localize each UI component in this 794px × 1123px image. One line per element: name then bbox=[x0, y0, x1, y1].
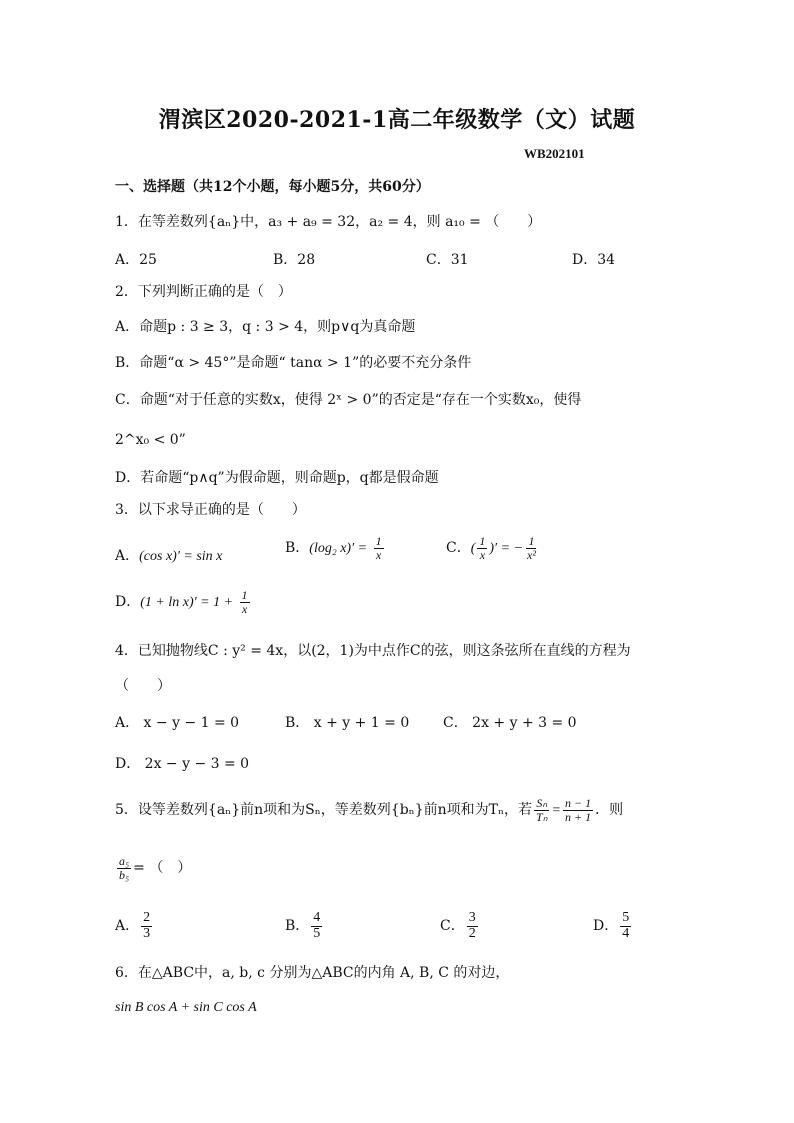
stem-text: 5．设等差数列{aₙ}前n项和为Sₙ，等差数列{bₙ}前n项和为Tₙ，若 bbox=[115, 802, 533, 819]
denominator: b₅ bbox=[119, 867, 130, 882]
fraction bbox=[477, 535, 487, 561]
question-4-option-c: C． 2x + y + 3 = 0 bbox=[443, 715, 577, 731]
fraction bbox=[240, 589, 250, 615]
question-6-expression: sin B cos A + sin C cos A bbox=[115, 1000, 257, 1015]
denominator: x bbox=[241, 601, 248, 616]
denominator: n + 1 bbox=[564, 809, 592, 824]
option-label: D． bbox=[593, 918, 619, 935]
fraction bbox=[620, 911, 631, 941]
question-3-stem: 3．以下求导正确的是（ ） bbox=[115, 502, 306, 518]
fraction bbox=[467, 911, 478, 941]
question-4-stem: 4．已知抛物线C : y² = 4x，以(2，1)为中点作C的弦，则这条弦所在直线的方程为 bbox=[115, 643, 631, 659]
denominator: 4 bbox=[622, 925, 630, 941]
fraction bbox=[311, 911, 322, 941]
fraction bbox=[563, 797, 593, 823]
option-label: A． bbox=[115, 548, 140, 564]
numerator: 1 bbox=[241, 588, 248, 602]
question-6-stem: 6．在△ABC中，a, b, c 分别为△ABC的内角 A, B, C 的对边， bbox=[115, 965, 510, 981]
option-label: B． bbox=[285, 540, 310, 557]
denominator: Tₙ bbox=[536, 809, 548, 824]
question-4-option-b: B． x + y + 1 = 0 bbox=[285, 715, 410, 731]
question-2-option-d: D．若命题“p∧q”为假命题，则命题p，q都是假命题 bbox=[115, 470, 439, 486]
fraction bbox=[117, 855, 131, 881]
question-1-option-c: C．31 bbox=[426, 252, 469, 268]
numerator: 4 bbox=[313, 910, 321, 925]
paren: ( bbox=[470, 541, 476, 557]
question-3-option-d bbox=[115, 589, 252, 615]
numerator: 1 bbox=[375, 534, 382, 548]
question-1-option-d: D．34 bbox=[572, 252, 616, 268]
question-2-stem: 2．下列判断正确的是（ ） bbox=[115, 284, 292, 300]
question-4-paren: （ ） bbox=[115, 678, 171, 694]
denominator: 5 bbox=[313, 925, 321, 941]
question-1-stem: 1．在等差数列{aₙ}中，a₃ + a₉ = 32，a₂ = 4，则 a₁₀ = （ ） bbox=[115, 214, 542, 230]
question-2-option-c-line1: C．命题“对于任意的实数x，使得 2ˣ > 0”的否定是“存在一个实数x₀，使得 bbox=[115, 392, 582, 408]
question-5-stem bbox=[115, 797, 623, 823]
exam-code: WB202101 bbox=[524, 146, 585, 161]
question-5-option-b bbox=[285, 911, 324, 941]
question-5-ratio bbox=[115, 855, 191, 881]
formula: (cos x)′ = sin x bbox=[139, 549, 223, 564]
denominator: x bbox=[375, 547, 382, 562]
formula: (log₂ x)′ = bbox=[309, 541, 368, 557]
question-5-option-d bbox=[593, 911, 633, 941]
section-heading-choice: 一、选择题（共12个小题，每小题5分，共60分） bbox=[115, 179, 430, 195]
option-label: C． bbox=[440, 918, 465, 935]
numerator: a₅ bbox=[119, 854, 130, 868]
question-2-option-a: A．命题p : 3 ≥ 3，q : 3 > 4，则p∨q为真命题 bbox=[115, 319, 416, 335]
question-2-option-c-line2: 2^x₀ < 0” bbox=[115, 432, 186, 448]
stem-text: = （ ） bbox=[133, 860, 192, 877]
question-5-option-a bbox=[115, 911, 154, 941]
question-4-option-a: A． x − y − 1 = 0 bbox=[115, 715, 240, 731]
question-2-option-b: B．命题“α > 45°”是命题“ tanα > 1”的必要不充分条件 bbox=[115, 355, 472, 371]
question-3-option-a bbox=[115, 545, 222, 565]
option-label: A． bbox=[115, 918, 140, 935]
formula: )′ = − bbox=[489, 541, 524, 557]
numerator: 1 bbox=[528, 534, 535, 548]
option-label: D． bbox=[115, 594, 141, 611]
numerator: 5 bbox=[622, 910, 630, 925]
numerator: n − 1 bbox=[564, 796, 592, 810]
question-3-option-b bbox=[285, 535, 386, 561]
numerator: Sₙ bbox=[536, 796, 548, 810]
denominator: x bbox=[479, 547, 486, 562]
equals: = bbox=[551, 803, 561, 819]
question-1-option-a: A．25 bbox=[115, 252, 157, 268]
formula: (1 + ln x)′ = 1 + bbox=[140, 595, 234, 611]
question-3-option-c bbox=[446, 535, 540, 561]
denominator: x² bbox=[527, 547, 536, 562]
numerator: 2 bbox=[143, 910, 151, 925]
question-1-option-b: B．28 bbox=[273, 252, 316, 268]
numerator: 1 bbox=[479, 534, 486, 548]
option-label: B． bbox=[285, 918, 310, 935]
stem-text: ．则 bbox=[595, 802, 624, 819]
fraction bbox=[534, 797, 549, 823]
page-title: 渭滨区2020-2021-1高二年级数学（文）试题 bbox=[158, 107, 636, 133]
fraction bbox=[525, 535, 538, 561]
numerator: 3 bbox=[468, 910, 476, 925]
question-4-option-d: D． 2x − y − 3 = 0 bbox=[115, 756, 250, 772]
option-label: C． bbox=[446, 540, 471, 557]
denominator: 3 bbox=[143, 925, 151, 941]
fraction bbox=[374, 535, 384, 561]
denominator: 2 bbox=[468, 925, 476, 941]
question-5-option-c bbox=[440, 911, 480, 941]
fraction bbox=[141, 911, 152, 941]
